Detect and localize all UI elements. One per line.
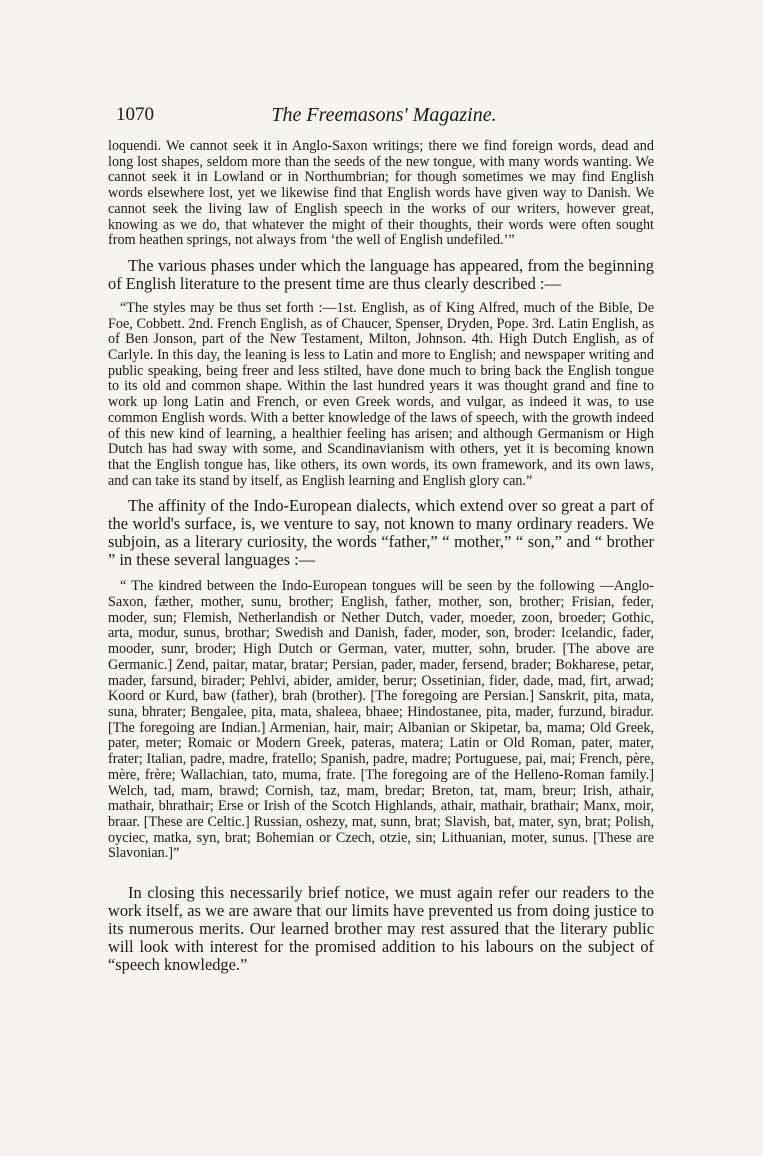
article-body (108, 139, 654, 974)
quote-paragraph-3: “The styles may be thus set forth :—1st. English, as of King Alfred, much of the Bible, De Foe, Cobbett. 2nd. French English, as of Chaucer, Spenser, Dryden, Pope. 3rd. Latin English, as of Ben Jonson, part of the New Testament, Milton, Johnson. 4th. High Dutch English, as of Carlyle. In this day, the leaning is less to Latin and more to English; and newspaper writing and public speaking, being freer and less stilted, have done much to bring back the English tongue to its old and common shape. Within the last hundred years it was thought grand and fine to work up long Latin and French, or even Greek words, and vulgar, as indeed it was, to use common English words. With a better knowledge of the laws of speech, with the growth indeed of this new kind of learning, a healthier feeling has arisen; and although Germanism or High Dutch has had sway with some, and Scandinavianism with others, yet it is becoming known that the English tongue has, like others, its own words, its own framework, and its own laws, and can take its stand by itself, as English learning and English glory can.” (108, 299, 654, 489)
body-paragraph-4: The affinity of the Indo-European dialects, which extend over so great a part of the world's surface, is, we venture to say, not known to many ordinary readers. We subjoin, as a literary curiosity, the words “father,” “ mother,” “ son,” and “ brother ” in these several languages :— (108, 496, 654, 570)
page-header (116, 104, 652, 134)
body-paragraph-6: In closing this necessarily brief notice, we must again refer our readers to the work itself, as we are aware that our limits have prevented us from doing justice to its numerous merits. Our learned brother may rest assured that the literary public will look with interest for the promised addition to his labours on the subject of “speech knowledge.” (108, 883, 654, 975)
running-title: The Freemasons' Magazine. (271, 104, 497, 126)
quote-paragraph-5: “ The kindred between the Indo-European tongues will be seen by the following —Anglo-Saxon, fæther, mother, sunu, brother; English, father, mother, son, brother; Frisian, feder, moder, sun; Flemish, Netherlandish or Nether Dutch, vader, moeder, zoon, broeder; Gothic, arta, modur, sunus, brothar; Swedish and Danish, fader, moder, son, broder: Icelandic, fader, mooder, sunr, broder; High Dutch or German, vater, mutter, sohn, bruder. [The above are Germanic.] Zend, paitar, matar, bratar; Persian, pader, mader, fersend, brader; Bokharese, petar, mader, farsund, birader; Pehlvi, abider, amider, berur; Ossetinian, fider, dade, mad, firt, arwad; Koord or Kurd, baw (father), brah (brother). [The foregoing are Persian.] Sanskrit, pita, mata, suna, bhrater; Bengalee, pita, mata, shaleea, bhaee; Hindostanee, pita, mader, furzund, biradur. [The foregoing are Indian.] Armenian, hair, mair; Albanian or Skipetar, ba, mama; Old Greek, pater, meter; Romaic or Modern Greek, pateras, matera; Latin or Old Roman, pater, mater, frater; Italian, padre, madre, fratello; Spanish, padre, madre; Portuguese, pai, mai; French, père, mère, frère; Wallachian, tato, muma, frate. [The foregoing are of the Helleno-Roman family.] Welch, tad, mam, brawd; Cornish, taz, mam, bredar; Breton, tat, mam, breur; Irish, athair, mathair, bhrathair; Erse or Irish of the Scotch Highlands, athair, mathair, brathair; Manx, moir, braar. [These are Celtic.] Russian, oshezy, mat, sunn, brat; Slavish, bat, mater, syn, brat; Polish, oyciec, matka, syn, brat; Bohemian or Czech, otzie, sin; Lithuanian, moter, sunus. [These are Slavonian.]” (108, 578, 654, 862)
body-paragraph-2: The various phases under which the language has appeared, from the beginning of English literature to the present time are thus clearly described :— (108, 255, 654, 293)
quote-paragraph-1: loquendi. We cannot seek it in Anglo-Saxon writings; there we find foreign words, dead and long lost shapes, seldom more than the seeds of the new tongue, with many words wanting. We cannot seek it in Lowland or in Northumbrian; for though sometimes we may find English words elsewhere lost, yet we likewise find that English words have given way to Danish. We cannot seek the living law of English speech in the works of our writers, however great, knowing as we do, that whatever the might of their thoughts, their words were often sought from heathen springs, not always from ‘the well of English undefiled.’” (108, 138, 654, 249)
page-number: 1070 (116, 104, 154, 125)
